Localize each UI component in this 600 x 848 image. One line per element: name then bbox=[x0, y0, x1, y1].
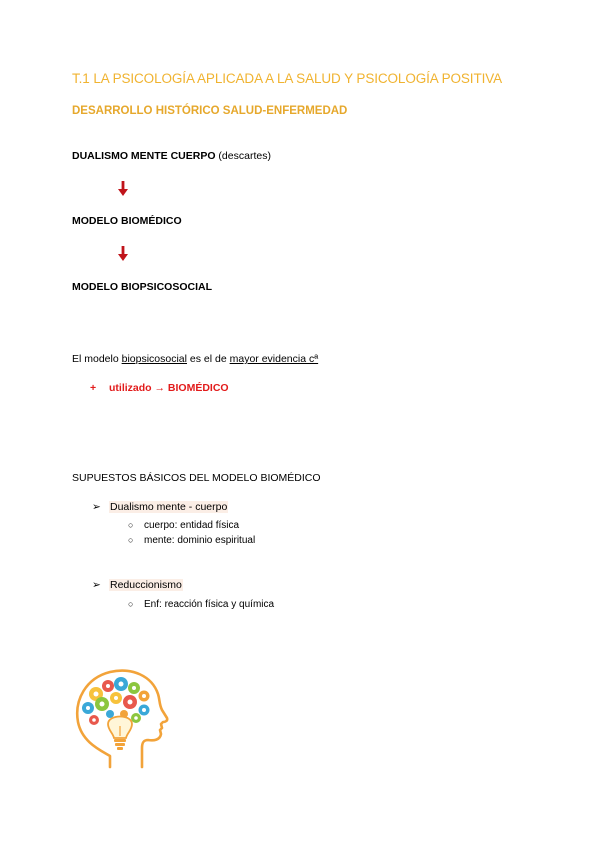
usage-text: utilizado → BIOMÉDICO bbox=[109, 382, 229, 394]
arrow-bullet-icon: ➢ bbox=[92, 501, 101, 513]
section-subtitle: DESARROLLO HISTÓRICO SALUD-ENFERMEDAD bbox=[72, 105, 348, 117]
assumptions-heading: SUPUESTOS BÁSICOS DEL MODELO BIOMÉDICO bbox=[72, 472, 321, 484]
list-item-label: Dualismo mente - cuerpo bbox=[110, 501, 228, 513]
sub-list-item-label: mente: dominio espiritual bbox=[144, 535, 256, 546]
circle-bullet-icon: ○ bbox=[128, 599, 134, 609]
circle-bullet-icon: ○ bbox=[128, 520, 134, 530]
sub-list-item-label: Enf: reacción física y química bbox=[144, 599, 275, 610]
flow-step-dualismo-note: (descartes) bbox=[215, 150, 271, 162]
down-arrow-icon bbox=[117, 181, 129, 197]
flow-step-biomedico: MODELO BIOMÉDICO bbox=[72, 215, 182, 227]
sub-list-item bbox=[128, 535, 255, 546]
sub-list-item-label: cuerpo: entidad física bbox=[144, 520, 240, 531]
flow-step-dualismo-label: DUALISMO MENTE CUERPO bbox=[72, 150, 216, 162]
plus-marker: + bbox=[90, 382, 97, 394]
list-item-dualismo bbox=[92, 501, 228, 513]
arrow-bullet-icon: ➢ bbox=[92, 579, 101, 591]
evidence-sentence bbox=[72, 353, 318, 365]
evidence-emphasis: mayor evidencia cª bbox=[229, 353, 319, 365]
evidence-prefix: El modelo bbox=[72, 353, 122, 365]
usage-note bbox=[90, 382, 229, 394]
sub-list-item bbox=[128, 520, 239, 531]
page-title: T.1 LA PSICOLOGÍA APLICADA A LA SALUD Y PSICOLOGÍA POSITIVA bbox=[72, 71, 503, 86]
sub-list-item bbox=[128, 599, 274, 610]
list-item-label: Reduccionismo bbox=[110, 579, 182, 591]
brain-gears-lightbulb-icon bbox=[70, 664, 170, 770]
evidence-middle: es el de bbox=[186, 353, 230, 365]
down-arrow-icon bbox=[117, 246, 129, 262]
flow-step-dualismo bbox=[72, 150, 271, 162]
flow-step-biopsicosocial: MODELO BIOPSICOSOCIAL bbox=[72, 281, 213, 293]
list-item-reduccionismo bbox=[92, 579, 183, 591]
evidence-term: biopsicosocial bbox=[121, 353, 187, 365]
circle-bullet-icon: ○ bbox=[128, 535, 134, 545]
